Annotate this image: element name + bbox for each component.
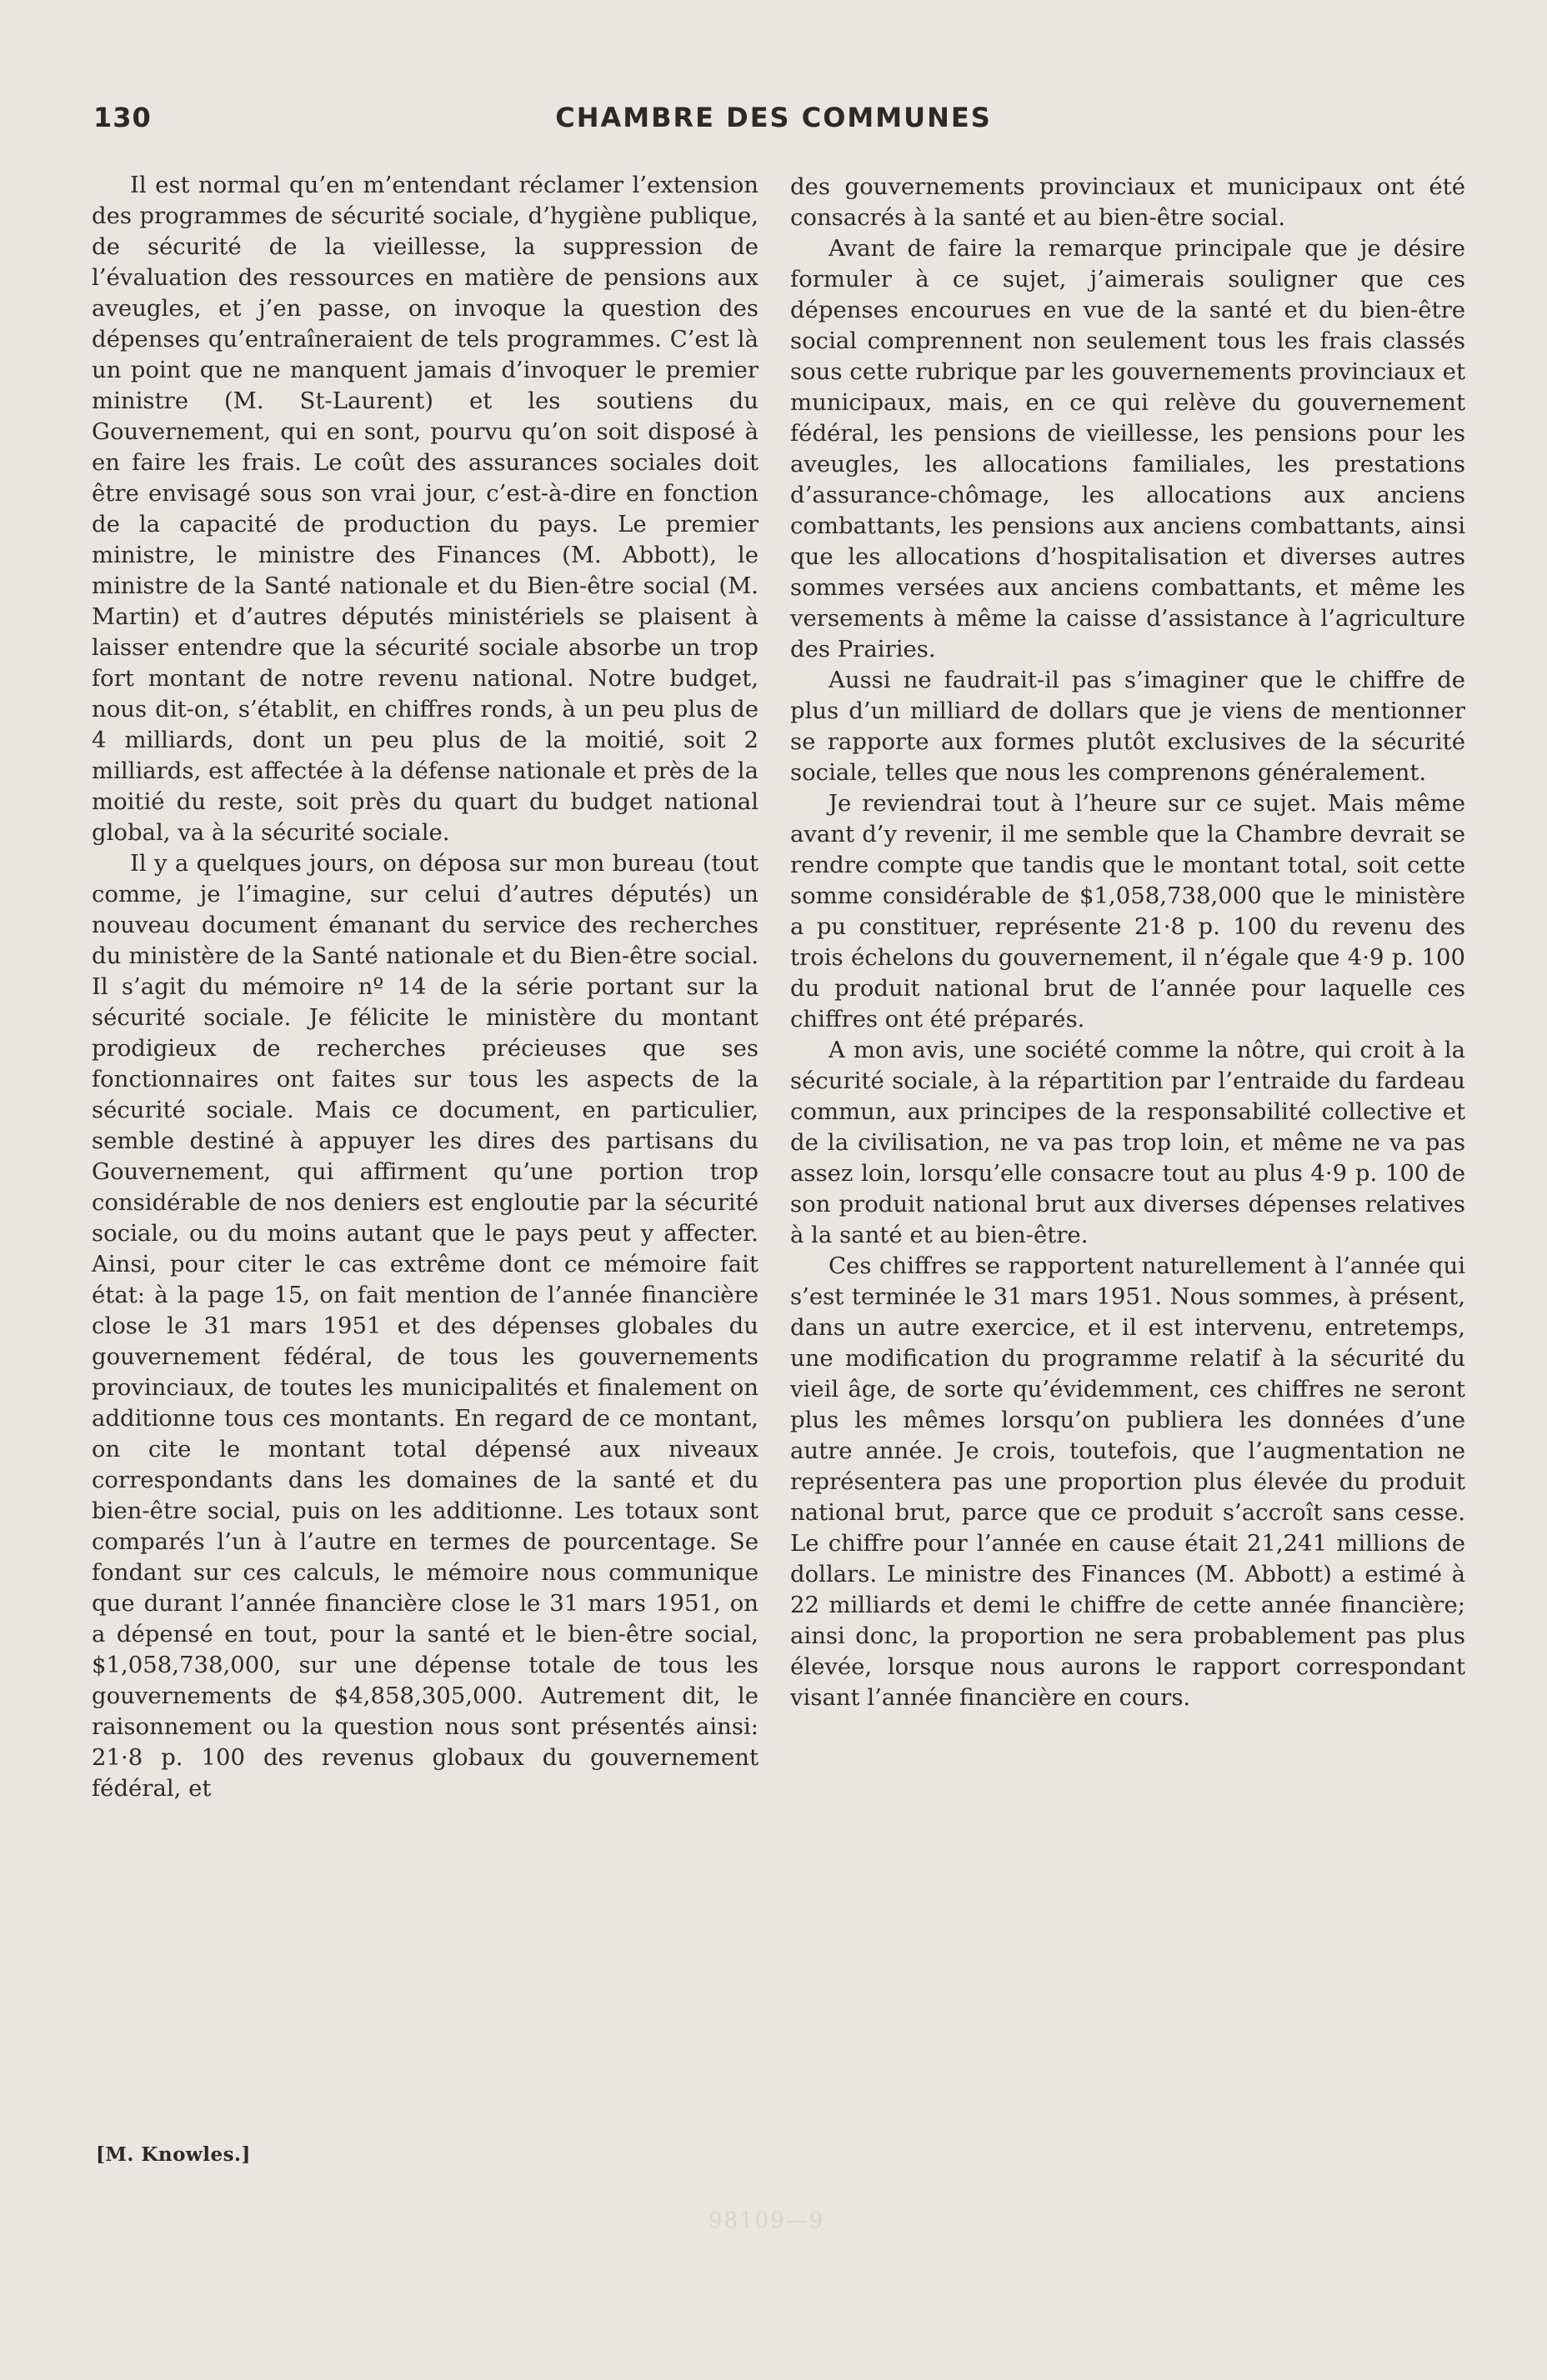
- paragraph: Ces chiffres se rapportent naturellement à l’année qui s’est terminée le 31 mars 1951. Nous sommes, à présent, dans un autre exercice, et il est intervenu, entretemps, une modification du programme relatif à la sécurité du vieil âge, de sorte qu’évidemment, ces chiffres ne seront plus les mêmes lorsqu’on publiera les données d’une autre année. Je crois, toutefois, que l’augmentation ne représentera pas une proportion plus élevée du produit national brut, parce que ce produit s’accroît sans cesse. Le chiffre pour l’année en cause était 21,241 millions de dollars. Le ministre des Finances (M. Abbott) a estimé à 22 milliards et demi le chiffre de cette année financière; ainsi donc, la proportion ne sera probablement pas plus élevée, lorsque nous aurons le rapport correspondant visant l’année financière en cours.: [790, 1252, 1465, 1711]
- paragraph-continuation: des gouvernements provinciaux et municipaux ont été consacrés à la santé et au bien-être social.: [790, 173, 1465, 231]
- right-column: [790, 172, 1465, 1713]
- paragraph: Avant de faire la remarque principale que je désire formuler à ce sujet, j’aimerais souligner que ces dépenses encourues en vue de la santé et du bien-être social comprennent non seulement tous les frais classés sous cette rubrique par les gouvernements provinciaux et municipaux, mais, en ce qui relève du gouvernement fédéral, les pensions de vieillesse, les pensions pour les aveugles, les allocations familiales, les prestations d’assurance-chômage, les allocations aux anciens combattants, les pensions aux anciens combattants, ainsi que les allocations d’hospitalisation et diverses autres sommes versées aux anciens combattants, et même les versements à même la caisse d’assistance à l’agriculture des Prairies.: [790, 235, 1465, 662]
- page-number: 130: [93, 102, 152, 133]
- speaker-tag: [M. Knowles.]: [96, 2143, 251, 2166]
- paragraph: A mon avis, une société comme la nôtre, qui croit à la sécurité sociale, à la répartition par l’entraide du fardeau commun, aux principes de la responsabilité collective et de la civilisation, ne va pas trop loin, et même ne va pas assez loin, lorsqu’elle consacre tout au plus 4·9 p. 100 de son produit national brut aux diverses dépenses relatives à la santé et au bien-être.: [790, 1037, 1465, 1248]
- paragraph: Il y a quelques jours, on déposa sur mon bureau (tout comme, je l’imagine, sur celui d’autres députés) un nouveau document émanant du service des recherches du ministère de la Santé nationale et du Bien-être social. Il s’agit du mémoire nº 14 de la série portant sur la sécurité sociale. Je félicite le ministère du montant prodigieux de recherches précieuses que ses fonctionnaires ont faites sur tous les aspects de la sécurité sociale. Mais ce document, en particulier, semble destiné à appuyer les dires des partisans du Gouvernement, qui affirment qu’une portion trop considérable de nos deniers est engloutie par la sécurité sociale, ou du moins autant que le pays peut y affecter. Ainsi, pour citer le cas extrême dont ce mémoire fait état: à la page 15, on fait mention de l’année financière close le 31 mars 1951 et des dépenses globales du gouvernement fédéral, de tous les gouvernements provinciaux, de toutes les municipalités et finalement on additionne tous ces montants. En regard de ce montant, on cite le montant total dépensé aux niveaux correspondants dans les domaines de la santé et du bien-être social, puis on les additionne. Les totaux sont comparés l’un à l’autre en termes de pourcentage. Se fondant sur ces calculs, le mémoire nous communique que durant l’année financière close le 31 mars 1951, on a dépensé en tout, pour la santé et le bien-être social, $1,058,738,000, sur une dépense totale de tous les gouvernements de $4,858,305,000. Autrement dit, le raisonnement ou la question nous sont présentés ainsi: 21·8 p. 100 des revenus globaux du gouvernement fédéral, et: [92, 850, 758, 1802]
- paragraph: Je reviendrai tout à l’heure sur ce sujet. Mais même avant d’y revenir, il me semble que la Chambre devrait se rendre compte que tandis que le montant total, soit cette somme considérable de $1,058,738,000 que le ministère a pu constituer, représente 21·8 p. 100 du revenu des trois échelons du gouvernement, il n’égale que 4·9 p. 100 du produit national brut de l’année pour laquelle ces chiffres ont été préparés.: [790, 790, 1465, 1032]
- signature-mark: 98109—9: [708, 2208, 825, 2233]
- running-title: CHAMBRE DES COMMUNES: [555, 102, 992, 133]
- paragraph: Aussi ne faudrait-il pas s’imaginer que le chiffre de plus d’un milliard de dollars que je viens de mentionner se rapporte aux formes plutôt exclusives de la sécurité sociale, telles que nous les comprenons généralement.: [790, 667, 1465, 786]
- left-column: [92, 170, 758, 1804]
- paragraph: Il est normal qu’en m’entendant réclamer l’extension des programmes de sécurité sociale, d’hygiène publique, de sécurité de la vieillesse, la suppression de l’évaluation des ressources en matière de pensions aux aveugles, et j’en passe, on invoque la question des dépenses qu’entraîneraient de tels programmes. C’est là un point que ne manquent jamais d’invoquer le premier ministre (M. St-Laurent) et les soutiens du Gouvernement, qui en sont, pourvu qu’on soit disposé à en faire les frais. Le coût des assurances sociales doit être envisagé sous son vrai jour, c’est-à-dire en fonction de la capacité de production du pays. Le premier ministre, le ministre des Finances (M. Abbott), le ministre de la Santé nationale et du Bien-être social (M. Martin) et d’autres députés ministériels se plaisent à laisser entendre que la sécurité sociale absorbe un trop fort montant de notre revenu national. Notre budget, nous dit-on, s’établit, en chiffres ronds, à un peu plus de 4 milliards, dont un peu plus de la moitié, soit 2 milliards, est affectée à la défense nationale et près de la moitié du reste, soit près du quart du budget national global, va à la sécurité sociale.: [92, 172, 758, 846]
